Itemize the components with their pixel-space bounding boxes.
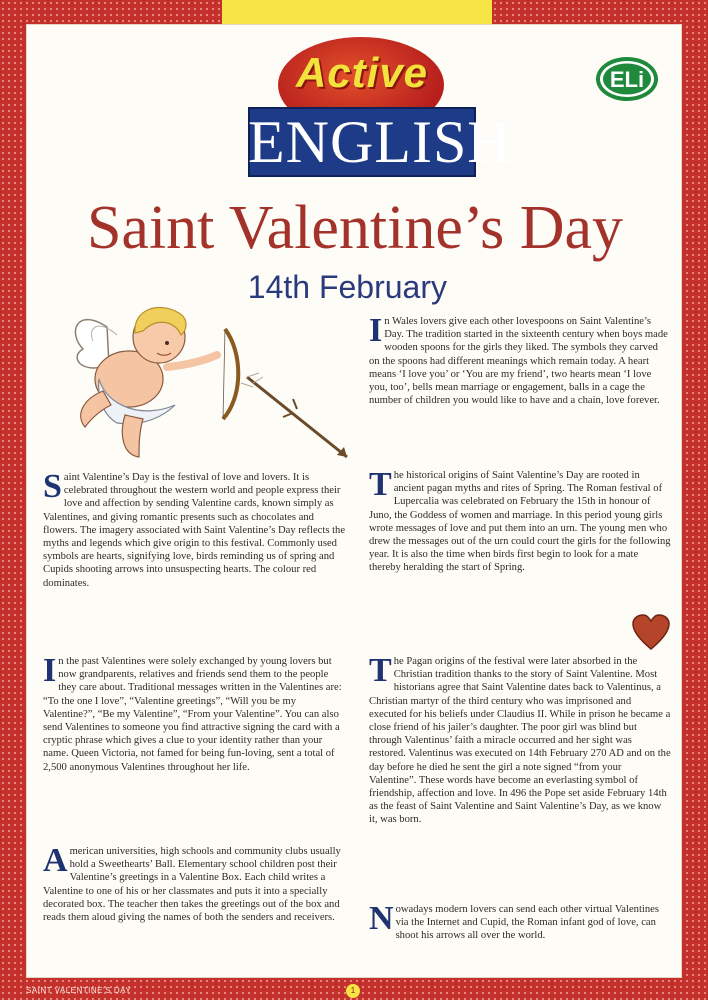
eli-logo-text: ELi <box>609 67 645 92</box>
page <box>26 24 682 978</box>
cupid-illustration <box>47 287 357 477</box>
page-title: Saint Valentine’s Day <box>86 194 624 262</box>
page-number: 1 <box>346 984 360 998</box>
eli-logo-icon <box>593 55 661 105</box>
drop-cap: T <box>369 655 392 689</box>
paragraph-right-2 <box>369 469 671 637</box>
paragraph-text: merican universities, high schools and community clubs usually hold a Sweethearts’ Ball. Elementary school children post their Valentine’s greetings in a Valentine Box. Each child writes a Valentine to one of his or her classmates and puts it into a specially decorated box. The teacher then takes the greetings out of the box and reads them aloud giving the names of both the senders and receivers. <box>43 846 341 924</box>
footer-label: SAINT VALENTINE’S DAY <box>26 986 132 995</box>
drop-cap: N <box>369 903 394 937</box>
paragraph-text: owadays modern lovers can send each other virtual Valentines via the Internet and Cupid, the Roman infant god of love, can shoot his arrows all over the world. <box>395 904 659 942</box>
paragraph-text: n Wales lovers give each other lovespoons on Saint Valentine’s Day. The tradition started in the sixteenth century when boys made wooden spoons for the girls they liked. The symbols they carved on the spoons had different meanings which remain today. A heart means ‘I love you’ or ‘You are my friend’, two hearts mean ‘I love you, too’, bells mean marriage or engagement, balls in a cage the number of children you would like to have and a chain, love forever. <box>369 316 668 407</box>
drop-cap: T <box>369 469 392 503</box>
paragraph-text: n the past Valentines were solely exchanged by young lovers but now grandparents, relatives and friends send them to the people they care about. Traditional messages written in the Valentines are: “To the one I love”, “Valentine greetings”, “Will you be my Valentine?”, “Be my Valentine”, “From your Valentine”. You can also send Valentines to someone you find attractive signing the card with a cryptic phrase which gives a clue to your identity rather than your name. Queen Victoria, not famed for being fun-loving, sent a total of 2,500 anonymous Valentines throughout her life. <box>43 656 342 773</box>
page-subtitle: 14th February <box>247 269 447 305</box>
logo-english-text: ENGLISH <box>248 109 512 175</box>
paragraph-text: he historical origins of Saint Valentine’s Day are rooted in ancient pagan myths and rites of Spring. The Roman festival of Lupercalia was celebrated on February the 15th in honour of Juno, the Goddess of women and marriage. In this period young girls wrote messages of love and put them into an urn. The young men who drew the messages out of the urn could court the girls for the following year. It is also the time when birds first begin to look for a mate thereby heralding the start of Spring. <box>369 470 671 574</box>
drop-cap: I <box>369 315 383 349</box>
paragraph-left-1 <box>43 471 347 651</box>
paragraph-left-3 <box>43 845 347 973</box>
drop-cap: I <box>43 655 57 689</box>
heart-icon <box>631 613 671 651</box>
paragraph-text: he Pagan origins of the festival were later absorbed in the Christian tradition thanks to the story of Saint Valentine. Most historians agree that Saint Valentine dates back to Valentinus, a Christian martyr of the third century who was imprisoned and executed for his beliefs under Claudius II. While in prison he became a close friend of his jailer’s daughter. The poor girl was blind but through Valentinus’ faith a miracle occurred and her sight was restored. Valentinus was executed on 14th February 270 AD and on the day before he died he sent the girl a note signed “from your Valentine”. These words have become an everlasting symbol of friendship, affection and love. In 496 the Pope set aside February 14th as the feast of Saint Valentine and Saint Valentine’s Day, as we know it, was born. <box>369 656 671 826</box>
drop-cap: S <box>43 471 62 505</box>
paragraph-right-1 <box>369 315 671 465</box>
top-yellow-band <box>222 0 492 26</box>
logo-active-text: Active <box>295 49 429 96</box>
paragraph-right-3 <box>369 655 671 893</box>
active-english-logo <box>242 33 512 181</box>
drop-cap: A <box>43 845 68 879</box>
paragraph-right-4 <box>369 903 671 973</box>
paragraph-text: aint Valentine’s Day is the festival of love and lovers. It is celebrated throughout the western world and people express their love and affection by sending Valentine cards, known simply as Valentines, and giving romantic presents such as chocolates and flowers. The imagery associated with Saint Valentine’s Day reflects the myths and legends which give origin to this festival. Commonly used symbols are hearts, signifying love, birds reminding us of spring and Cupids shooting arrows into unsuspecting hearts. The colour red dominates. <box>43 472 346 589</box>
paragraph-left-2 <box>43 655 347 841</box>
